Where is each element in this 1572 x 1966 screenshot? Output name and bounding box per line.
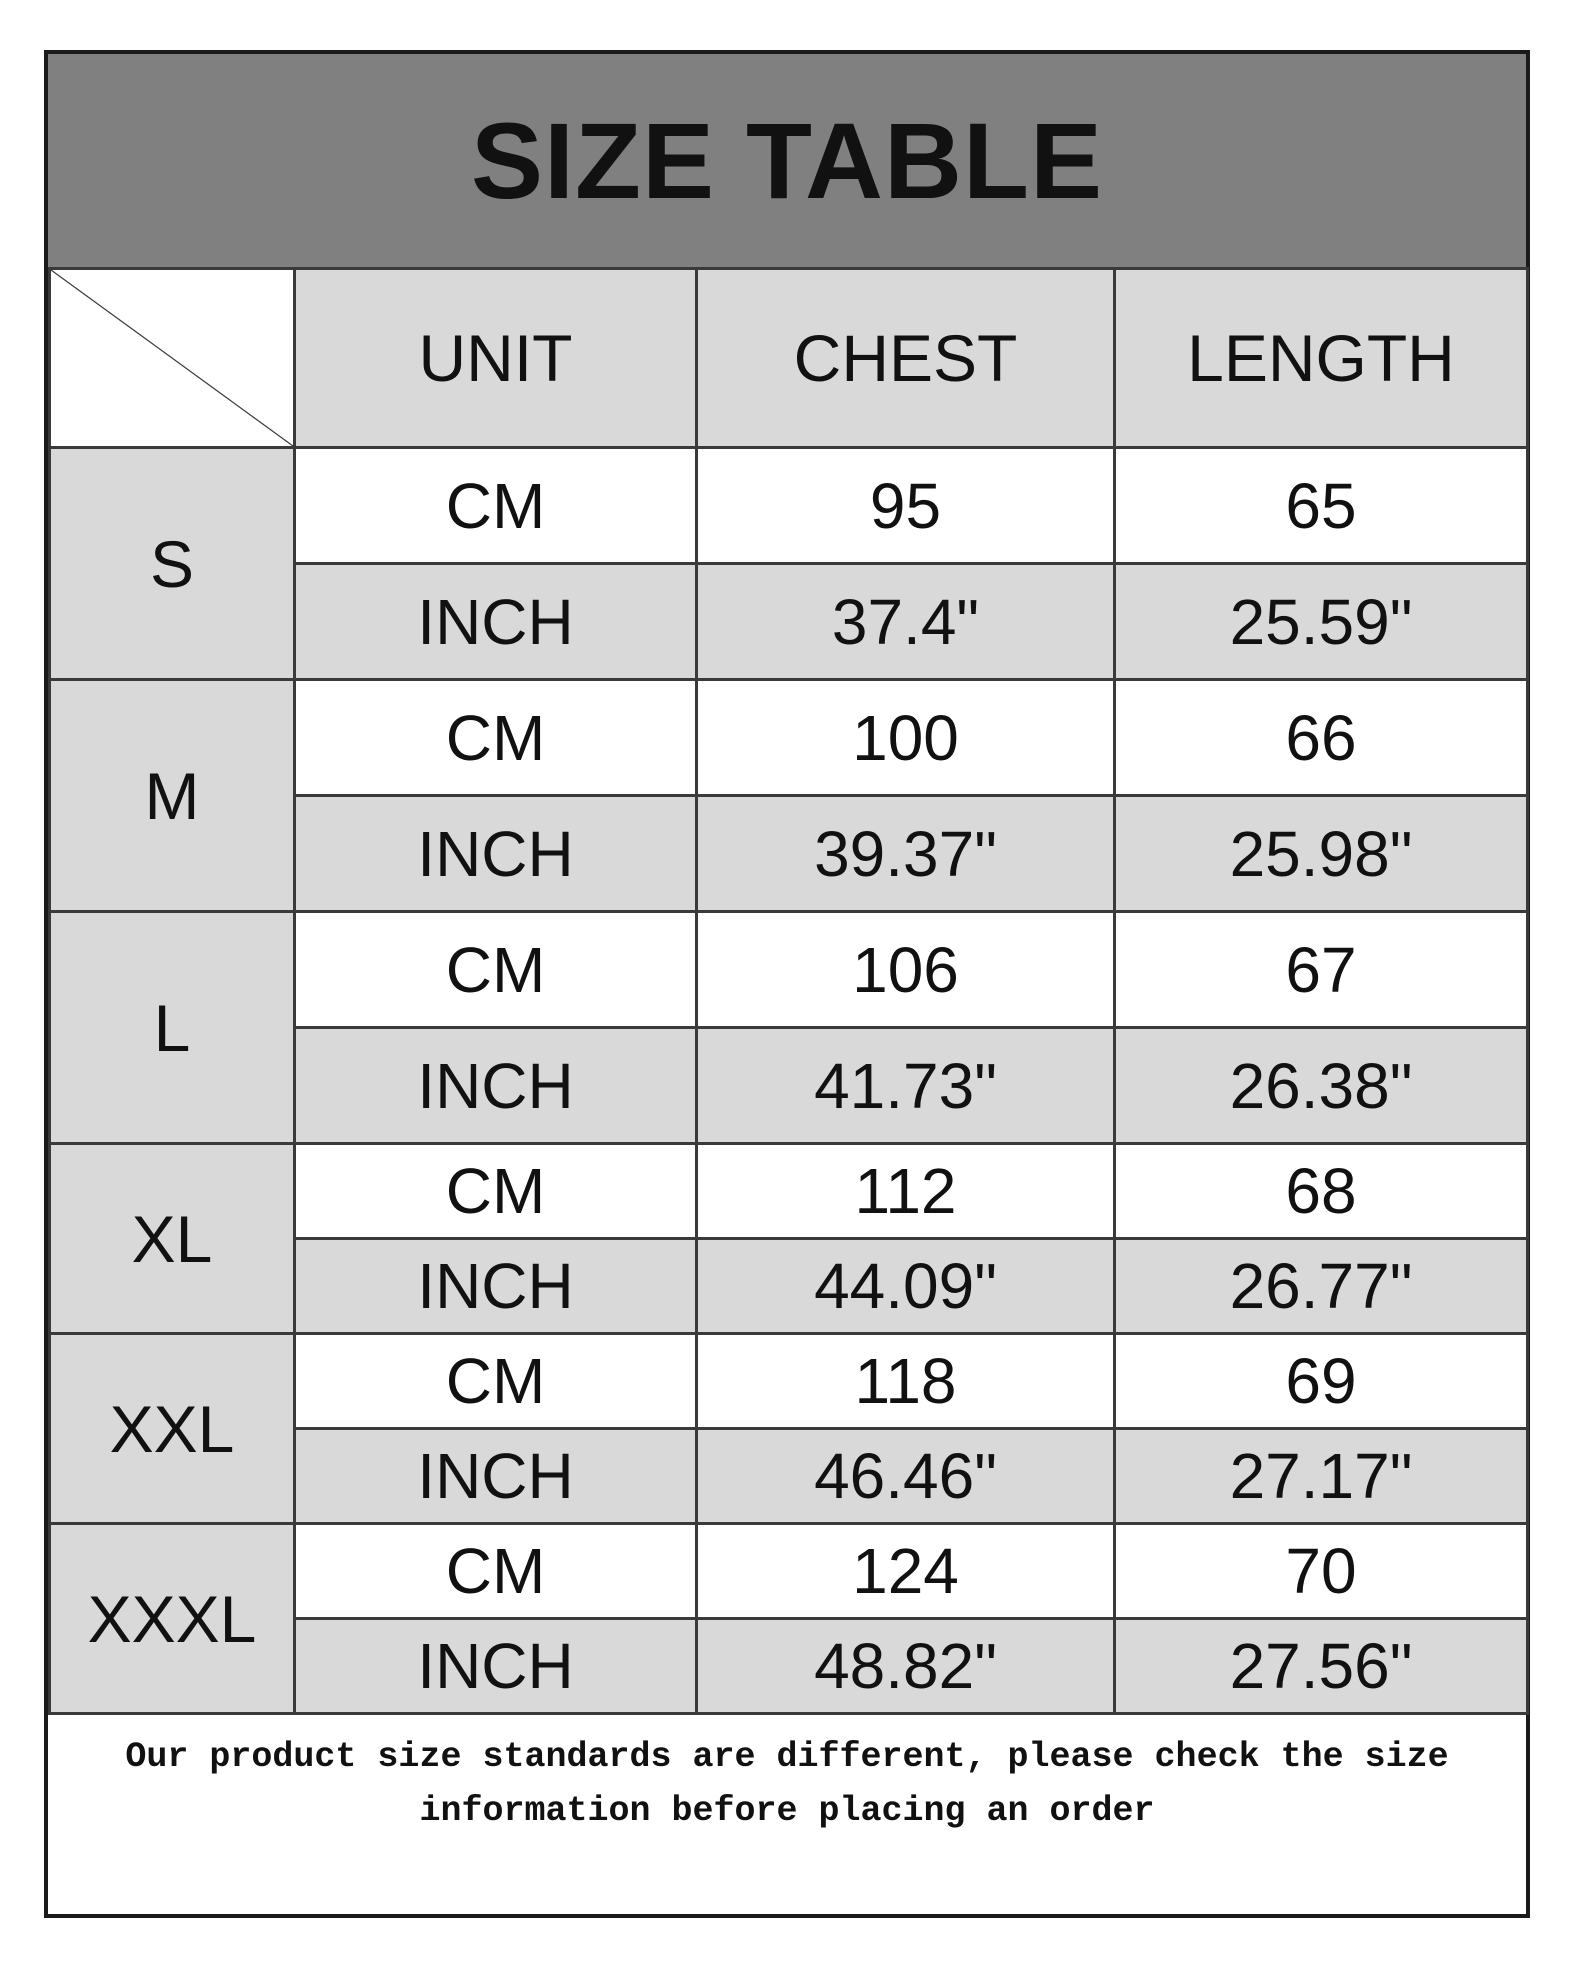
header-unit: UNIT <box>295 269 697 448</box>
length-cell: 69 <box>1115 1334 1528 1429</box>
corner-cell <box>50 269 295 448</box>
chest-cell: 44.09" <box>697 1239 1115 1334</box>
header-chest: CHEST <box>697 269 1115 448</box>
size-table <box>48 267 1529 1715</box>
size-label: XXL <box>50 1334 295 1524</box>
chest-cell: 48.82" <box>697 1619 1115 1714</box>
chest-cell: 95 <box>697 448 1115 564</box>
unit-cell: INCH <box>295 1028 697 1144</box>
chest-cell: 46.46" <box>697 1429 1115 1524</box>
chest-cell: 39.37" <box>697 796 1115 912</box>
size-label: L <box>50 912 295 1144</box>
table-row-cm <box>50 1334 1528 1429</box>
unit-cell: INCH <box>295 564 697 680</box>
chest-cell: 41.73" <box>697 1028 1115 1144</box>
length-cell: 68 <box>1115 1144 1528 1239</box>
header-length: LENGTH <box>1115 269 1528 448</box>
unit-cell: CM <box>295 912 697 1028</box>
size-notice: Our product size standards are different, please check the size information before placing an order <box>125 1737 1449 1831</box>
length-cell: 26.38" <box>1115 1028 1528 1144</box>
size-label: XXXL <box>50 1524 295 1714</box>
chest-cell: 106 <box>697 912 1115 1028</box>
unit-cell: INCH <box>295 1239 697 1334</box>
chest-cell: 124 <box>697 1524 1115 1619</box>
header-row <box>50 269 1528 448</box>
unit-cell: CM <box>295 1524 697 1619</box>
size-label: XL <box>50 1144 295 1334</box>
unit-cell: INCH <box>295 1429 697 1524</box>
length-cell: 66 <box>1115 680 1528 796</box>
unit-cell: CM <box>295 680 697 796</box>
length-cell: 27.56" <box>1115 1619 1528 1714</box>
chest-cell: 112 <box>697 1144 1115 1239</box>
chest-cell: 37.4" <box>697 564 1115 680</box>
unit-cell: CM <box>295 1144 697 1239</box>
table-row-cm <box>50 1144 1528 1239</box>
unit-cell: CM <box>295 448 697 564</box>
table-row-cm <box>50 912 1528 1028</box>
length-cell: 70 <box>1115 1524 1528 1619</box>
table-row-cm <box>50 448 1528 564</box>
chest-cell: 100 <box>697 680 1115 796</box>
table-row-cm <box>50 680 1528 796</box>
length-cell: 67 <box>1115 912 1528 1028</box>
length-cell: 27.17" <box>1115 1429 1528 1524</box>
length-cell: 25.59" <box>1115 564 1528 680</box>
table-row-cm <box>50 1524 1528 1619</box>
chest-cell: 118 <box>697 1334 1115 1429</box>
length-cell: 25.98" <box>1115 796 1528 912</box>
diagonal-divider <box>51 270 293 446</box>
length-cell: 65 <box>1115 448 1528 564</box>
unit-cell: CM <box>295 1334 697 1429</box>
unit-cell: INCH <box>295 1619 697 1714</box>
size-chart-frame <box>44 50 1530 1918</box>
size-label: M <box>50 680 295 912</box>
unit-cell: INCH <box>295 796 697 912</box>
title-bar <box>48 54 1526 270</box>
size-label: S <box>50 448 295 680</box>
length-cell: 26.77" <box>1115 1239 1528 1334</box>
page-title: SIZE TABLE <box>470 100 1103 221</box>
